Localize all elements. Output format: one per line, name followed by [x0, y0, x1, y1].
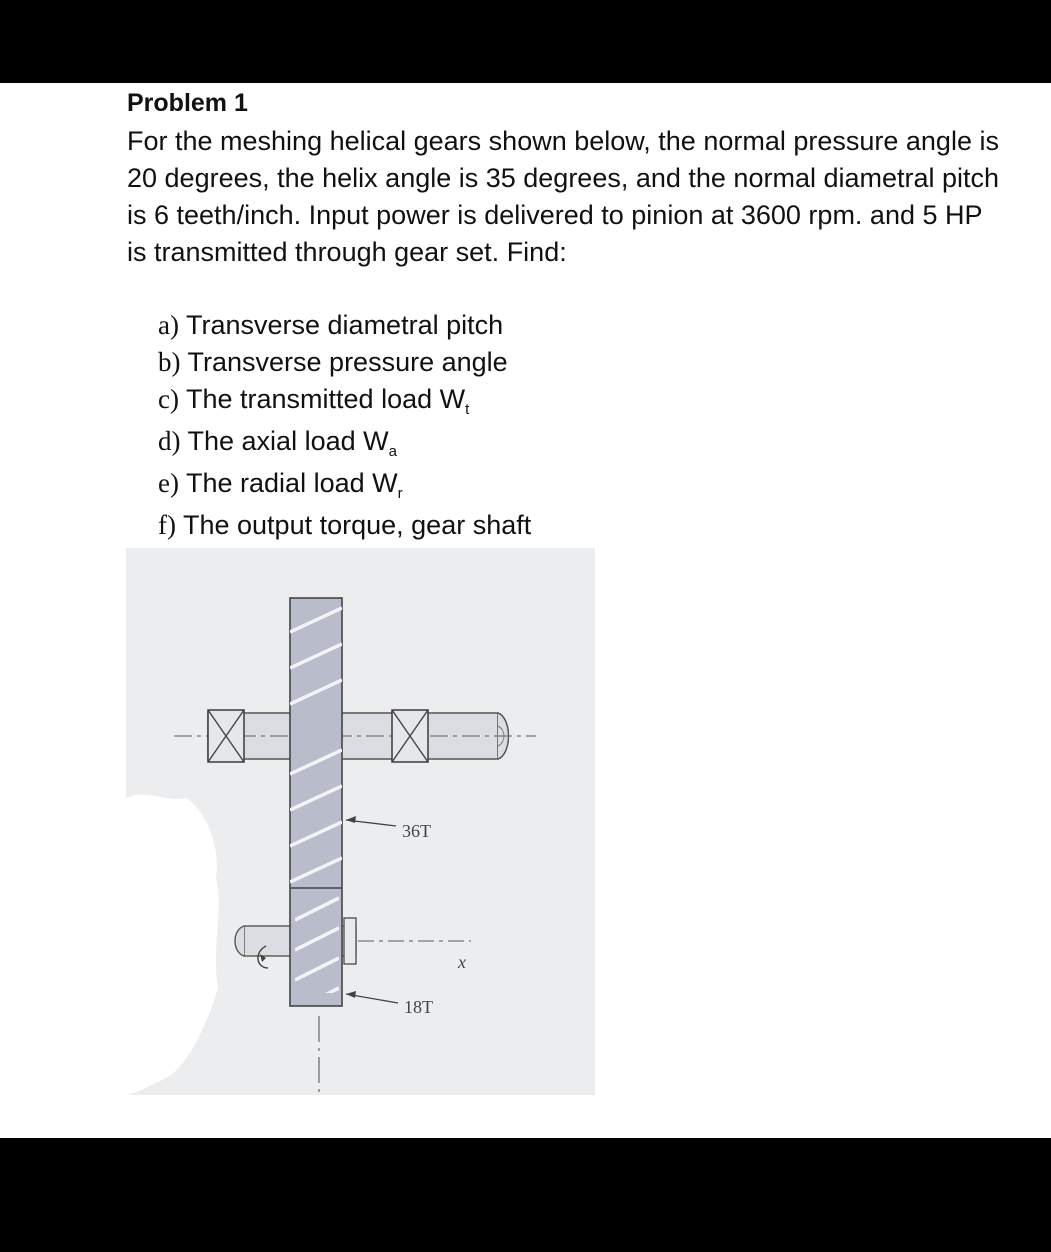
question-item	[158, 507, 531, 549]
question-text: The output torque, gear shaft	[183, 510, 532, 540]
question-item	[158, 465, 531, 507]
problem-statement: For the meshing helical gears shown below, the normal pressure angle is 20 degrees, the helix angle is 35 degrees, and the normal diametral pitch is 6 teeth/inch. Input power is delivered to pinion at 3600 rpm. and 5 HP is transmitted through gear set. Find:	[127, 126, 1000, 267]
axis-label: x	[458, 952, 466, 972]
question-list	[158, 307, 531, 549]
problem-title: Problem 1	[127, 89, 248, 117]
question-item	[158, 381, 531, 423]
gear-diagram-drawing	[126, 548, 595, 1095]
helical-gear-36t	[290, 598, 342, 1010]
question-marker: b)	[158, 347, 181, 377]
background-blotch	[126, 794, 219, 1095]
question-subscript: r	[397, 485, 403, 502]
question-item	[158, 423, 531, 465]
question-subscript: a	[388, 443, 397, 460]
question-item	[158, 344, 531, 381]
question-text: Transverse pressure angle	[187, 347, 508, 377]
question-text: The transmitted load W	[186, 384, 466, 414]
question-text: The axial load W	[187, 426, 389, 456]
question-marker: d)	[158, 426, 181, 456]
bearing-left	[208, 710, 244, 762]
question-subscript: t	[465, 401, 470, 418]
gear-teeth-label: 36T	[402, 821, 431, 841]
question-marker: a)	[158, 310, 179, 340]
question-text: Transverse diametral pitch	[186, 310, 504, 340]
bearing-right	[392, 710, 428, 762]
problem-page	[0, 83, 1051, 1138]
question-marker: c)	[158, 384, 179, 414]
gear-diagram	[126, 548, 595, 1095]
question-marker: e)	[158, 468, 179, 498]
gear-leader	[346, 816, 396, 826]
question-item	[158, 307, 531, 344]
question-text: The radial load W	[186, 468, 398, 498]
question-marker: f)	[158, 510, 176, 540]
pinion-leader	[346, 991, 398, 1003]
pinion-teeth-label: 18T	[404, 997, 433, 1017]
